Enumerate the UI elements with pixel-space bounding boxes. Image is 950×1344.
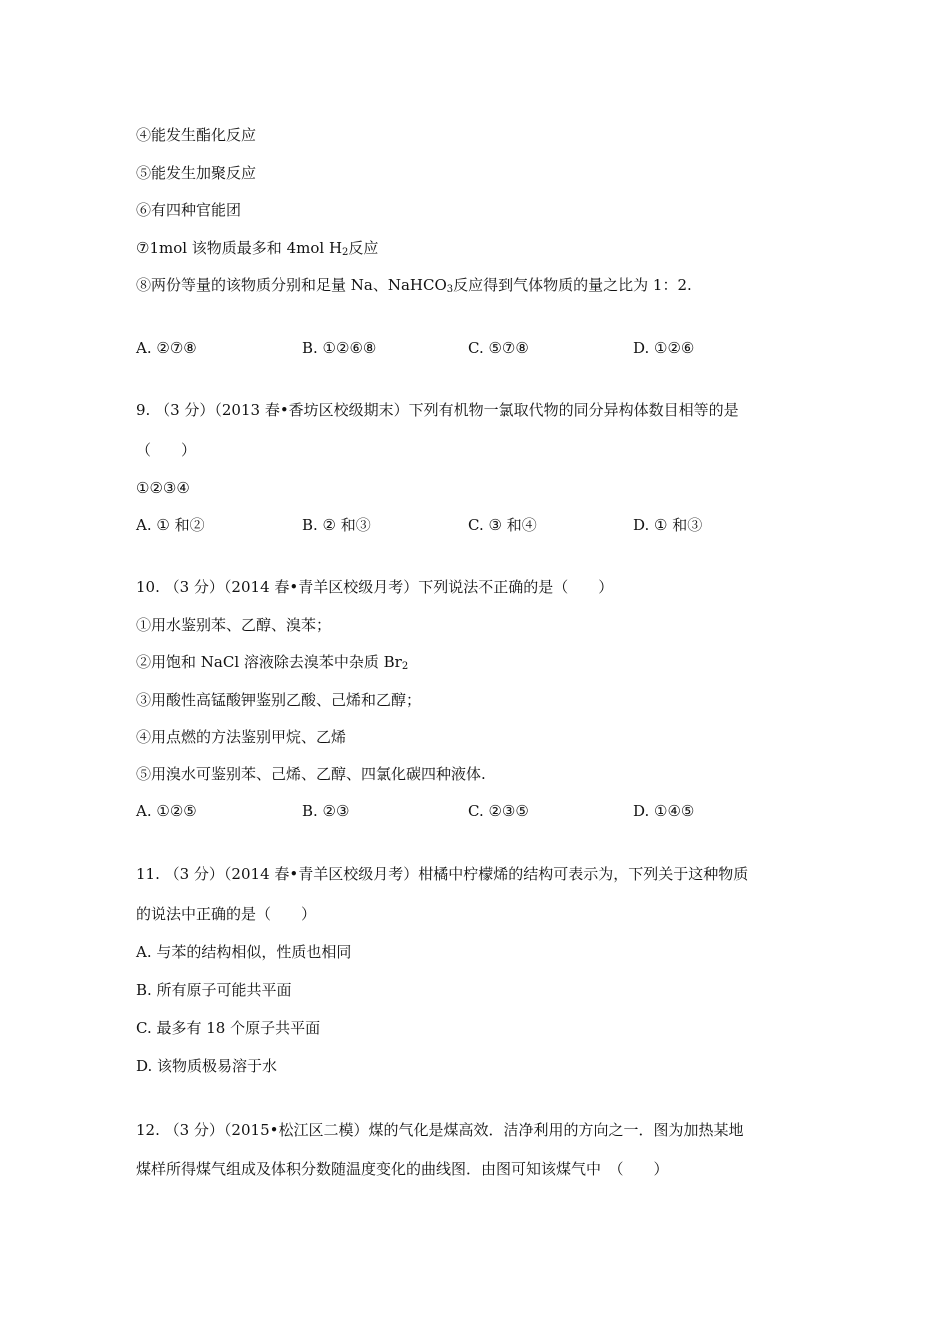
q8-option-c: C. ⑤⑦⑧ <box>468 339 529 357</box>
q9-stem: 9. （3 分）（2013 春•香坊区校级期末）下列有机物一氯取代物的同分异构体数目相等的是 <box>136 401 739 419</box>
q11-option-d: D. 该物质极易溶于水 <box>136 1057 278 1075</box>
q11-option-c: C. 最多有 18 个原子共平面 <box>136 1019 321 1037</box>
q10-item-2 <box>136 652 408 672</box>
q9-option-b: B. ② 和③ <box>302 516 371 534</box>
q8-item-7-tail: 反应 <box>348 239 379 257</box>
q10-item-3: ③用酸性高锰酸钾鉴别乙酸、己烯和乙醇； <box>136 691 422 709</box>
q12-stem-line-2: 煤样所得煤气组成及体积分数随温度变化的曲线图．由图可知该煤气中 （ ） <box>136 1160 669 1178</box>
q8-item-4: ④能发生酯化反应 <box>136 126 257 144</box>
q10-stem: 10. （3 分）（2014 春•青羊区校级月考）下列说法不正确的是（ ） <box>136 578 614 596</box>
q10-item-4: ④用点燃的方法鉴别甲烷、乙烯 <box>136 728 347 746</box>
q8-item-7 <box>136 238 378 258</box>
q10-options <box>136 801 756 821</box>
q9-blank: （ ） <box>136 441 197 459</box>
q8-item-7-subscript: 2 <box>342 247 349 258</box>
q10-item-2-text: ②用饱和 NaCl 溶液除去溴苯中杂质 Br <box>136 653 402 671</box>
q10-item-2-subscript: 2 <box>401 661 409 672</box>
q11-option-a: A. 与苯的结构相似，性质也相同 <box>136 943 352 961</box>
q8-item-8-tail: 反应得到气体物质的量之比为 1：2. <box>453 276 692 294</box>
q8-item-7-text: ⑦1mol 该物质最多和 4mol H <box>136 239 343 257</box>
q10-option-b: B. ②③ <box>302 802 350 820</box>
q8-item-6: ⑥有四种官能团 <box>136 201 242 219</box>
q8-item-5: ⑤能发生加聚反应 <box>136 164 257 182</box>
q11-stem-line-2: 的说法中正确的是（ ） <box>136 905 317 923</box>
q8-option-a: A. ②⑦⑧ <box>136 339 197 357</box>
q10-item-5: ⑤用溴水可鉴别苯、己烯、乙醇、四氯化碳四种液体. <box>136 765 486 783</box>
q9-option-c: C. ③ 和④ <box>468 516 537 534</box>
q9-option-a: A. ① 和② <box>136 516 205 534</box>
q11-option-b: B. 所有原子可能共平面 <box>136 981 292 999</box>
q8-item-8 <box>136 275 692 295</box>
q12-stem-line-1: 12. （3 分）（2015•松江区二模）煤的气化是煤高效．洁净利用的方向之一．图为加热某地 <box>136 1121 744 1139</box>
q10-option-a: A. ①②⑤ <box>136 802 197 820</box>
q10-option-c: C. ②③⑤ <box>468 802 529 820</box>
q9-options <box>136 515 756 535</box>
q8-option-d: D. ①②⑥ <box>633 339 695 357</box>
q8-options <box>136 338 756 358</box>
q10-option-d: D. ①④⑤ <box>633 802 695 820</box>
q10-item-1: ①用水鉴别苯、乙醇、溴苯； <box>136 616 332 634</box>
q9-compound-list: ①②③④ <box>136 479 190 497</box>
q8-item-8-subscript: 3 <box>446 284 454 295</box>
q8-item-8-text: ⑧两份等量的该物质分别和足量 Na、NaHCO <box>136 276 447 294</box>
q9-option-d: D. ① 和③ <box>633 516 703 534</box>
q11-stem-line-1: 11. （3 分）（2014 春•青羊区校级月考）柑橘中柠檬烯的结构可表示为，下列关于这种物质 <box>136 865 749 883</box>
q8-option-b: B. ①②⑥⑧ <box>302 339 377 357</box>
